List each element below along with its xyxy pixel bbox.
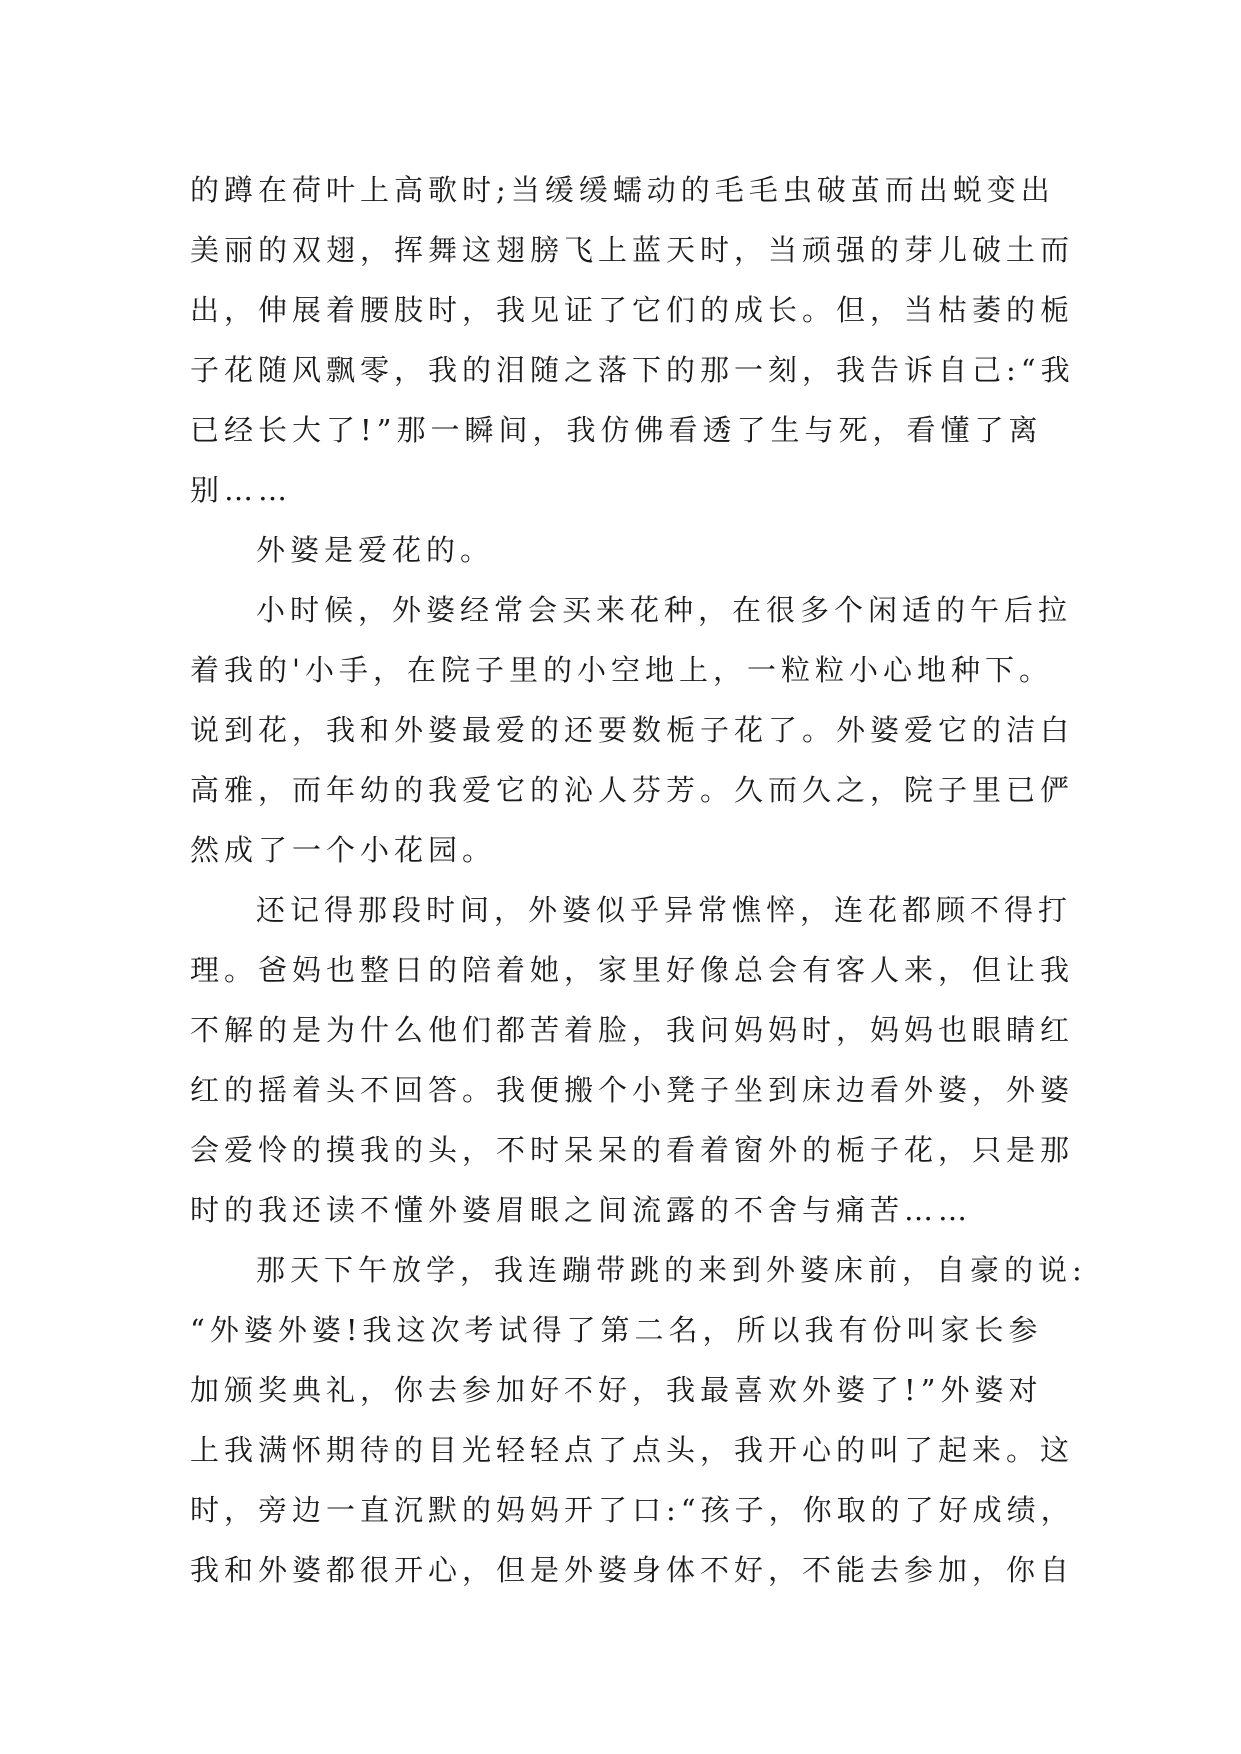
text-line: 红的摇着头不回答。我便搬个小凳子坐到床边看外婆，外婆 xyxy=(190,1073,1075,1107)
paragraph-first-line: 外婆是爱花的。 xyxy=(256,533,495,567)
text-line: 我和外婆都很开心，但是外婆身体不好，不能去参加，你自 xyxy=(190,1553,1075,1587)
text-line: “外婆外婆!我这次考试得了第二名，所以我有份叫家长参 xyxy=(190,1313,1043,1347)
text-line: 会爱怜的摸我的头，不时呆呆的看着窗外的栀子花，只是那 xyxy=(190,1133,1075,1167)
text-line: 然成了一个小花园。 xyxy=(190,833,497,867)
text-line: 着我的'小手，在院子里的小空地上，一粒粒小心地种下。 xyxy=(190,653,1053,687)
text-line: 出，伸展着腰肢时，我见证了它们的成长。但，当枯萎的栀 xyxy=(190,293,1075,327)
text-line: 美丽的双翅，挥舞这翅膀飞上蓝天时，当顽强的芽儿破土而 xyxy=(190,233,1075,267)
text-line: 时，旁边一直沉默的妈妈开了口:“孩子，你取的了好成绩， xyxy=(190,1493,1075,1527)
text-line: 理。爸妈也整日的陪着她，家里好像总会有客人来，但让我 xyxy=(190,953,1075,987)
text-line: 已经长大了!”那一瞬间，我仿佛看透了生与死，看懂了离 xyxy=(190,413,1043,447)
text-line: 加颁奖典礼，你去参加好不好，我最喜欢外婆了!”外婆对 xyxy=(190,1373,1043,1407)
text-line: 上我满怀期待的目光轻轻点了点头，我开心的叫了起来。这 xyxy=(190,1433,1075,1467)
document-body xyxy=(190,160,1087,1600)
text-line: 的蹲在荷叶上高歌时;当缓缓蠕动的毛毛虫破茧而出蜕变出 xyxy=(190,173,1055,207)
text-line: 时的我还读不懂外婆眉眼之间流露的不舍与痛苦…… xyxy=(190,1193,973,1227)
text-line: 不解的是为什么他们都苦着脸，我问妈妈时，妈妈也眼睛红 xyxy=(190,1013,1075,1047)
text-line: 高雅，而年幼的我爱它的沁人芬芳。久而久之，院子里已俨 xyxy=(190,773,1075,807)
paragraph-first-line: 小时候，外婆经常会买来花种，在很多个闲适的午后拉 xyxy=(256,593,1073,627)
paragraph-first-line: 还记得那段时间，外婆似乎异常憔悴，连花都顾不得打 xyxy=(256,893,1073,927)
paragraph-first-line: 那天下午放学，我连蹦带跳的来到外婆床前，自豪的说: xyxy=(256,1253,1087,1287)
text-line: 别…… xyxy=(190,473,293,507)
text-line: 说到花，我和外婆最爱的还要数栀子花了。外婆爱它的洁白 xyxy=(190,713,1075,747)
text-line: 子花随风飘零，我的泪随之落下的那一刻，我告诉自己:“我 xyxy=(190,353,1075,387)
